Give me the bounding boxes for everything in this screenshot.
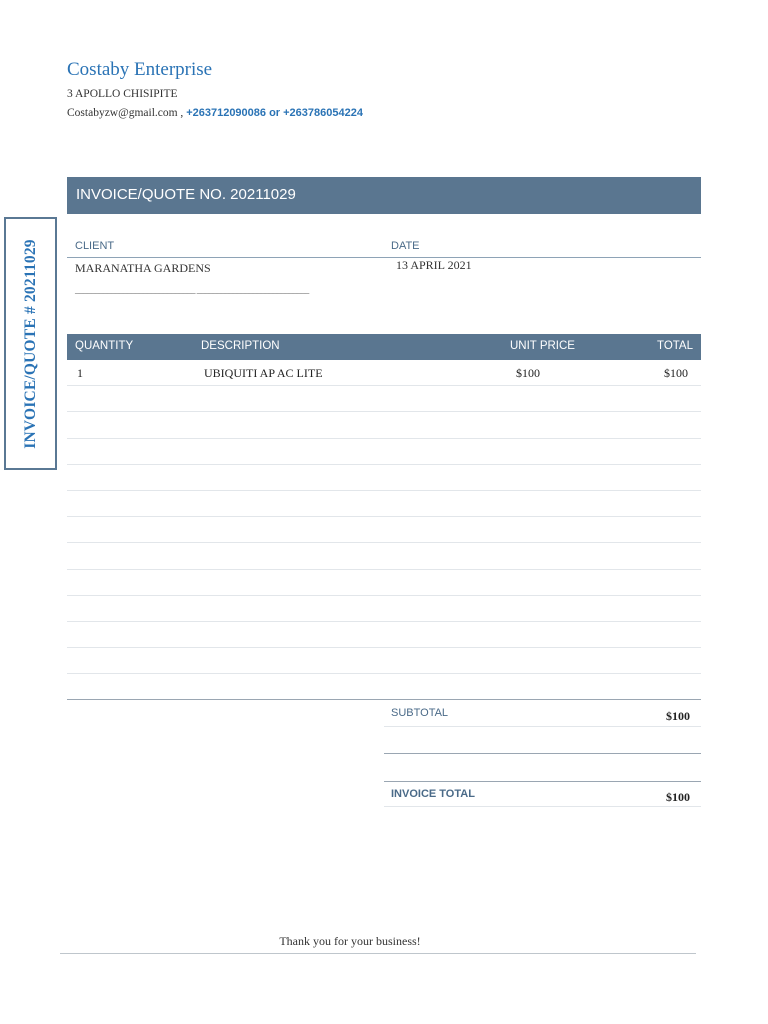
row-quantity: 1 [77,366,83,380]
company-email: Costabyzw@gmail.com , [67,107,184,119]
table-row [67,439,701,465]
header-total: TOTAL [657,340,693,352]
invoice-title-bar: INVOICE/QUOTE NO. 20211029 [67,177,701,214]
table-row [67,674,701,700]
row-unit-price: $100 [516,366,540,380]
side-label-box [4,217,57,470]
table-row [67,465,701,491]
company-address: 3 APOLLO CHISIPITE [67,88,178,100]
client-address-blank: ______________________________ ____________________________ [75,285,309,295]
subtotal-value: $100 [666,709,690,723]
table-row [67,386,701,412]
items-table-header [67,334,701,360]
table-row [67,648,701,674]
invoice-total-value: $100 [666,790,690,804]
client-name: MARANATHA GARDENS [75,261,211,275]
header-unit-price: UNIT PRICE [510,340,575,352]
client-label: CLIENT [75,240,115,252]
subtotal-row [384,701,701,727]
table-row [67,570,701,596]
table-row [67,596,701,622]
info-divider [67,257,701,258]
table-row [67,543,701,569]
company-phones: +263712090086 or +263786054224 [186,107,363,119]
side-label-text: INVOICE/QUOTE # 20211029 [21,238,39,449]
row-total: $100 [664,366,688,380]
row-description: UBIQUITI AP AC LITE [204,366,323,380]
date-label: DATE [391,240,420,252]
header-description: DESCRIPTION [201,340,280,352]
header-quantity: QUANTITY [75,340,134,352]
items-table-body [67,360,701,700]
footer-divider [60,953,696,954]
table-row [67,491,701,517]
date-value: 13 APRIL 2021 [396,258,472,272]
company-name: Costaby Enterprise [67,59,213,80]
subtotal-label: SUBTOTAL [391,707,449,719]
summary-blank-row [384,728,701,754]
table-row [67,517,701,543]
invoice-total-row [384,781,701,807]
table-row [67,360,701,386]
table-row [67,622,701,648]
invoice-total-label: INVOICE TOTAL [391,788,475,800]
table-row [67,412,701,438]
thank-you-note: Thank you for your business! [279,934,421,948]
company-contact [67,107,363,119]
